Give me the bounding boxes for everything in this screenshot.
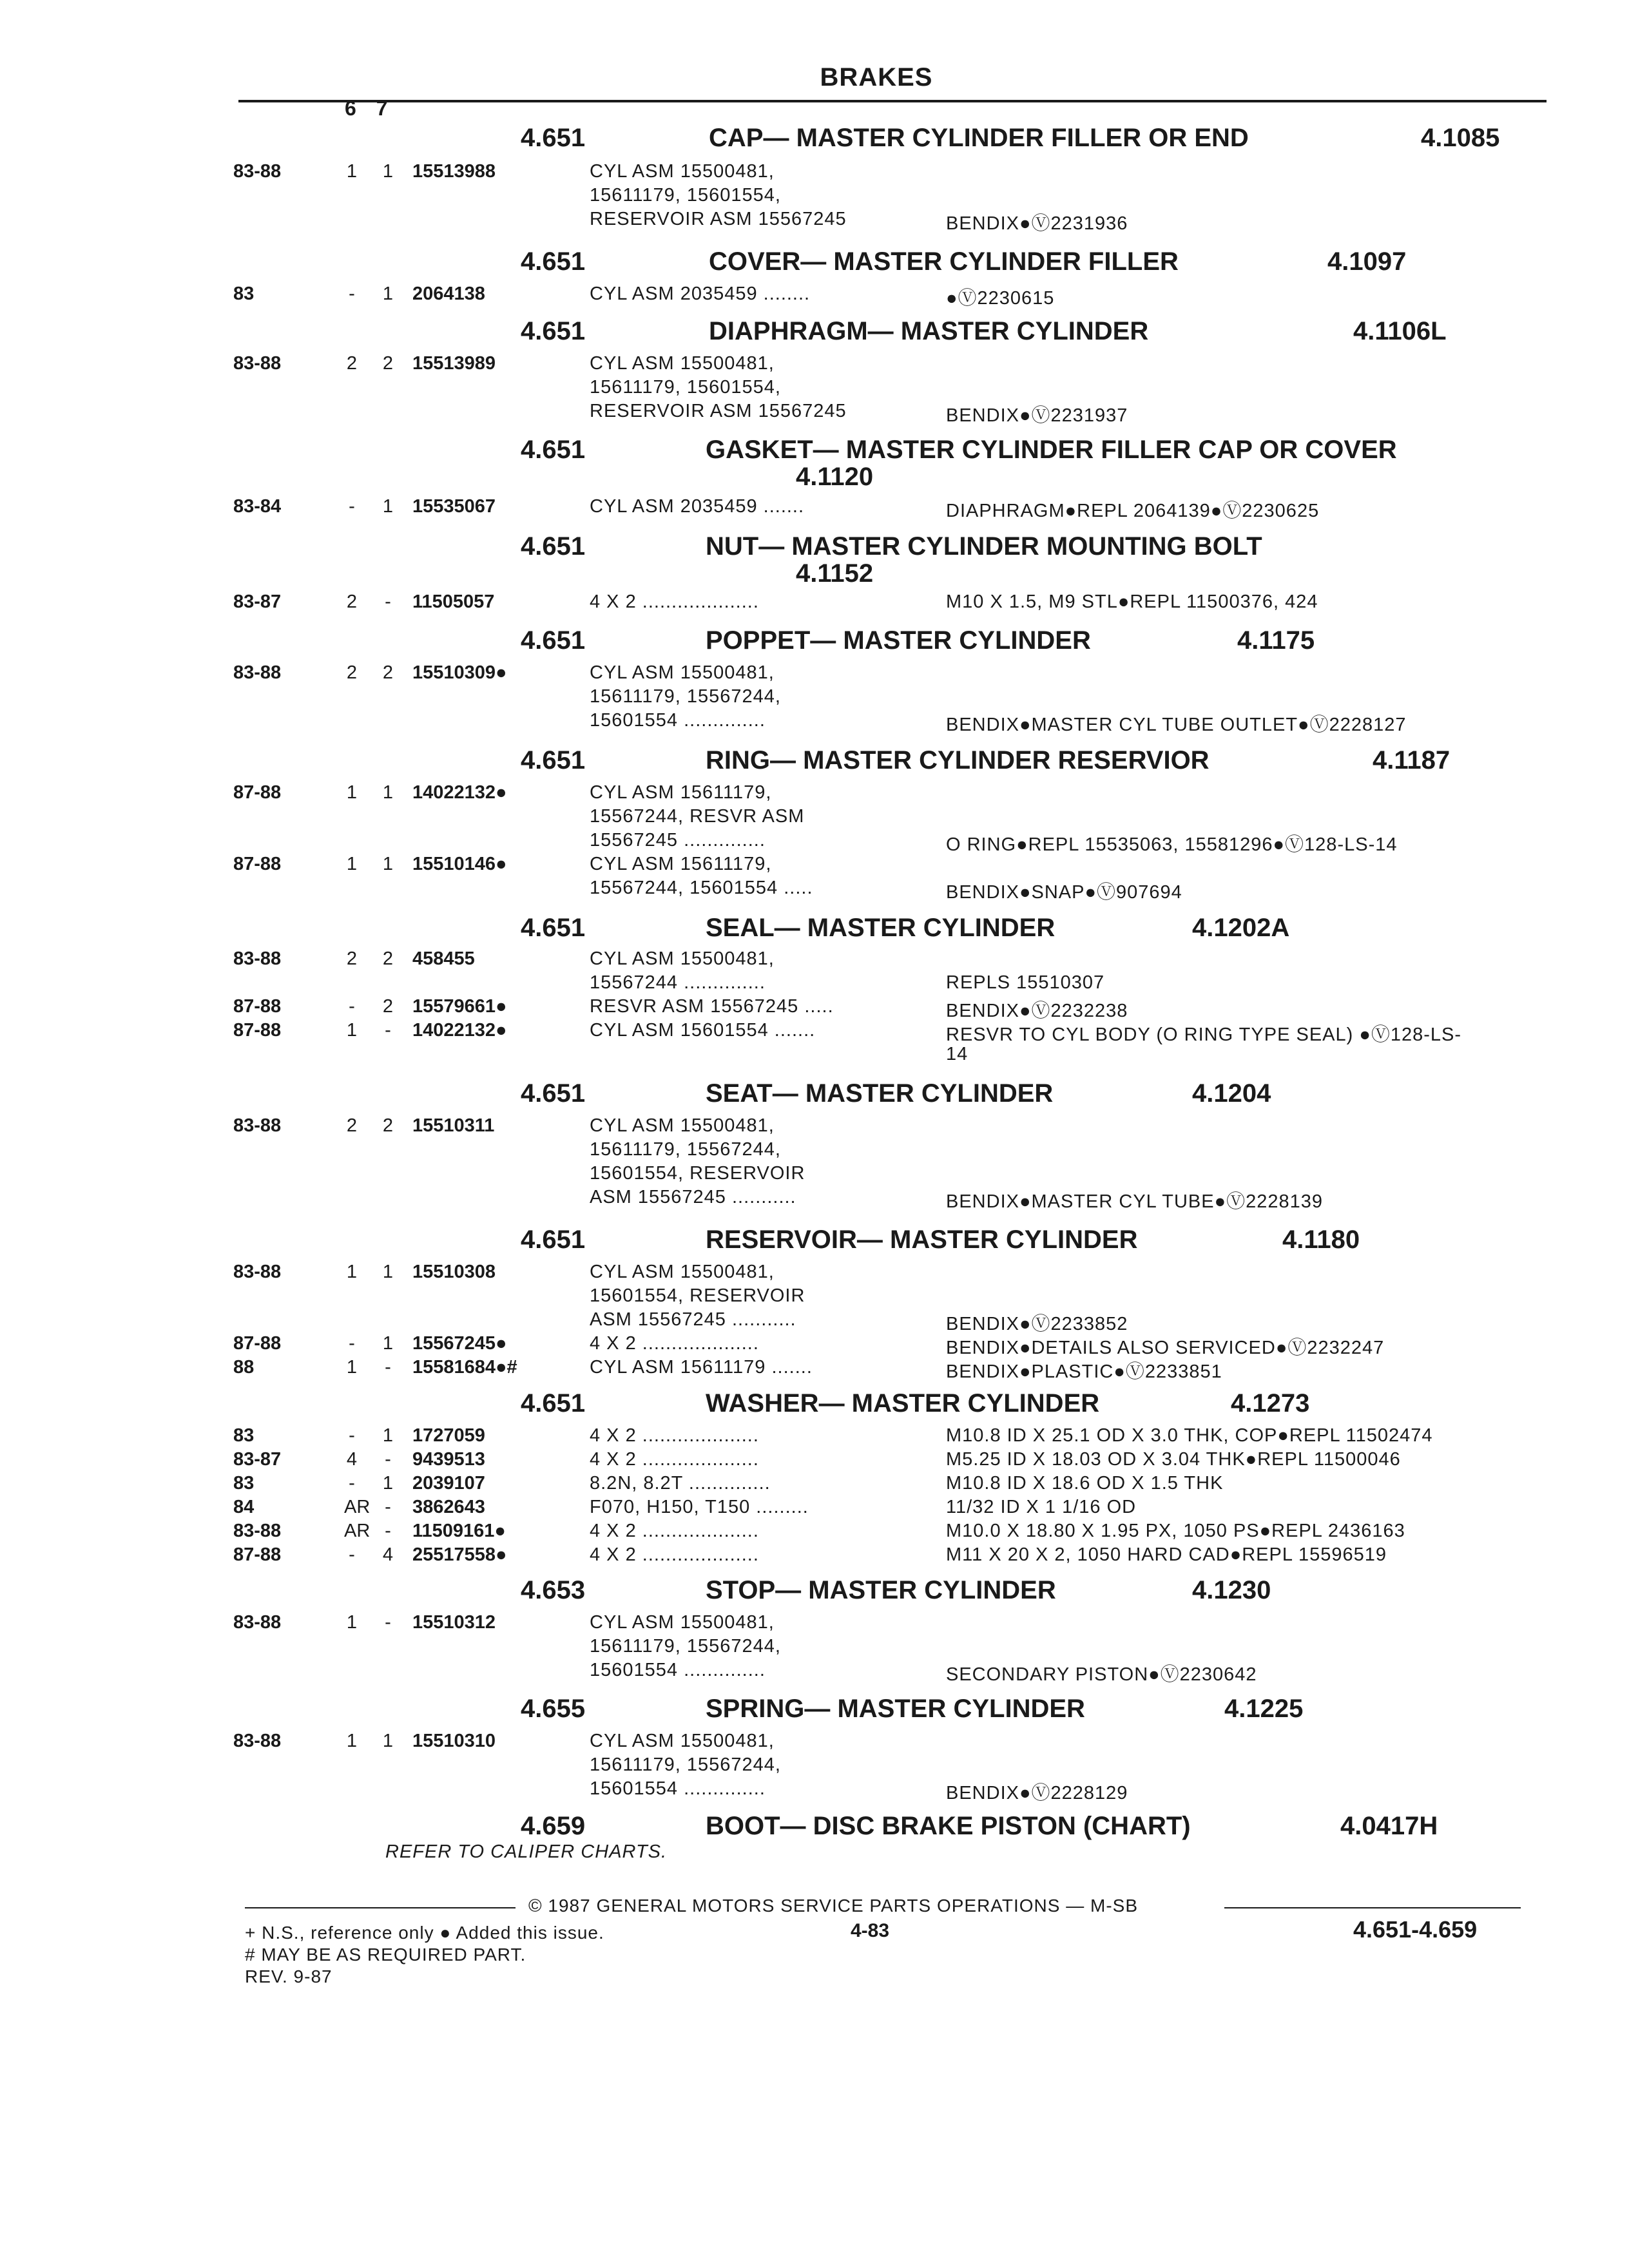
qty-col-7: 1	[382, 496, 394, 517]
remarks: 14	[946, 1044, 969, 1064]
illustration-number: 4.1152	[796, 559, 874, 588]
table-row	[0, 996, 1629, 1019]
column-headers	[345, 97, 387, 120]
illustration-number: 4.1106L	[1353, 317, 1447, 345]
group-number: 4.651	[521, 436, 586, 464]
refer-note: REFER TO CALIPER CHARTS.	[385, 1841, 668, 1862]
part-number: 15579661●	[412, 996, 507, 1017]
qty-col-7: 1	[382, 1333, 394, 1354]
qty-col-6: 1	[346, 1731, 358, 1751]
usage-description: CYL ASM 2035459 ........	[590, 284, 811, 304]
qty-col-7: 2	[382, 353, 394, 374]
usage-description: RESVR ASM 15567245 .....	[590, 996, 834, 1017]
usage-description: CYL ASM 15500481,	[590, 948, 775, 969]
table-row	[0, 662, 1629, 686]
model-years: 83	[233, 284, 255, 304]
usage-description: ASM 15567245 ...........	[590, 1187, 796, 1207]
part-number: 2064138	[412, 284, 485, 304]
model-years: 87-88	[233, 996, 282, 1017]
remarks: M10.0 X 18.80 X 1.95 PX, 1050 PS●REPL 2436163	[946, 1521, 1405, 1541]
part-number: 9439513	[412, 1449, 485, 1470]
remarks: 11/32 ID X 1 1/16 OD	[946, 1497, 1137, 1517]
remarks: BENDIX●PLASTIC●Ⓥ2233851	[946, 1361, 1222, 1382]
group-number: 4.651	[521, 1389, 586, 1418]
part-number: 15510146●	[412, 854, 507, 874]
usage-description: CYL ASM 15500481,	[590, 1612, 775, 1633]
usage-description: 4 X 2 ....................	[590, 1425, 759, 1446]
footer-rule-right	[1224, 1907, 1521, 1908]
qty-col-7: 2	[382, 662, 394, 683]
usage-description: 15611179, 15601554,	[590, 377, 781, 398]
section-title: POPPET— MASTER CYLINDER	[706, 626, 1091, 655]
model-years: 83-88	[233, 1115, 282, 1136]
qty-col-7: -	[385, 1497, 391, 1517]
part-number: 14022132●	[412, 1020, 507, 1041]
illustration-number: 4.1175	[1237, 626, 1315, 655]
table-row	[0, 1139, 1629, 1162]
part-number: 14022132●	[412, 782, 507, 803]
qty-col-7: 1	[382, 1262, 394, 1282]
footer-may-be-note: # MAY BE AS REQUIRED PART.	[245, 1945, 526, 1965]
table-row	[0, 1163, 1629, 1186]
remarks: M10.8 ID X 18.6 OD X 1.5 THK	[946, 1473, 1224, 1494]
table-row	[0, 1521, 1629, 1544]
model-years: 87-88	[233, 854, 282, 874]
usage-description: 15611179, 15567244,	[590, 1754, 781, 1775]
qty-col-7: 1	[382, 782, 394, 803]
usage-description: 15611179, 15567244,	[590, 686, 781, 707]
usage-description: CYL ASM 15500481,	[590, 662, 775, 683]
table-row	[0, 591, 1629, 615]
usage-description: 4 X 2 ....................	[590, 1449, 759, 1470]
usage-description: CYL ASM 15500481,	[590, 161, 775, 182]
qty-col-7: 1	[382, 284, 394, 304]
remarks: SECONDARY PISTON●Ⓥ2230642	[946, 1664, 1257, 1685]
remarks: BENDIX●Ⓥ2233852	[946, 1314, 1128, 1334]
qty-col-6: 2	[346, 1115, 358, 1136]
qty-col-7: 2	[382, 948, 394, 969]
group-number: 4.651	[521, 914, 586, 942]
table-row	[0, 1544, 1629, 1568]
usage-description: 8.2N, 8.2T ..............	[590, 1473, 771, 1494]
remarks: BENDIX●MASTER CYL TUBE●Ⓥ2228139	[946, 1191, 1324, 1212]
usage-description: CYL ASM 15611179,	[590, 854, 772, 874]
col-7-header: 7	[376, 97, 388, 120]
qty-col-6: 2	[346, 591, 358, 612]
group-number: 4.653	[521, 1576, 586, 1604]
table-row	[0, 1285, 1629, 1309]
usage-description: 4 X 2 ....................	[590, 1521, 759, 1541]
section-title: RING— MASTER CYLINDER RESERVIOR	[706, 746, 1210, 774]
table-row	[0, 1187, 1629, 1210]
table-row	[0, 1020, 1629, 1043]
remarks: RESVR TO CYL BODY (O RING TYPE SEAL) ●Ⓥ128-LS-	[946, 1024, 1462, 1045]
group-number: 4.651	[521, 247, 586, 276]
usage-description: 15567244, RESVR ASM	[590, 806, 805, 827]
qty-col-6: -	[349, 1333, 355, 1354]
usage-description: 15567245 ..............	[590, 830, 766, 850]
group-number: 4.651	[521, 124, 586, 152]
footer-copyright: © 1987 GENERAL MOTORS SERVICE PARTS OPERATIONS — M-SB	[528, 1896, 1139, 1916]
usage-description: CYL ASM 15500481,	[590, 1115, 775, 1136]
group-number: 4.651	[521, 746, 586, 774]
remarks: M10 X 1.5, M9 STL●REPL 11500376, 424	[946, 591, 1318, 612]
illustration-number: 4.1202A	[1192, 914, 1290, 942]
remarks: BENDIX●MASTER CYL TUBE OUTLET●Ⓥ2228127	[946, 715, 1407, 735]
section-title: SEAL— MASTER CYLINDER	[706, 914, 1055, 942]
remarks: ●Ⓥ2230615	[946, 288, 1055, 309]
illustration-number: 4.1120	[796, 463, 874, 491]
remarks: BENDIX●Ⓥ2232238	[946, 1001, 1128, 1021]
part-number: 15510312	[412, 1612, 496, 1633]
illustration-number: 4.1230	[1192, 1576, 1271, 1604]
qty-col-6: 2	[346, 353, 358, 374]
usage-description: RESERVOIR ASM 15567245	[590, 209, 847, 229]
remarks: BENDIX●DETAILS ALSO SERVICED●Ⓥ2232247	[946, 1338, 1385, 1358]
qty-col-7: 1	[382, 1473, 394, 1494]
model-years: 83-87	[233, 591, 282, 612]
remarks: BENDIX●Ⓥ2228129	[946, 1783, 1128, 1803]
model-years: 87-88	[233, 782, 282, 803]
part-number: 15510311	[412, 1115, 495, 1136]
remarks: M5.25 ID X 18.03 OD X 3.04 THK●REPL 11500046	[946, 1449, 1401, 1470]
usage-description: RESERVOIR ASM 15567245	[590, 401, 847, 421]
model-years: 83	[233, 1425, 255, 1446]
illustration-number: 4.1180	[1282, 1225, 1360, 1254]
part-number: 15567245●	[412, 1333, 507, 1354]
section-title: CAP— MASTER CYLINDER FILLER OR END	[709, 124, 1249, 152]
group-number: 4.651	[521, 1225, 586, 1254]
qty-col-6: 1	[346, 161, 358, 182]
qty-col-7: 2	[382, 1115, 394, 1136]
group-number: 4.655	[521, 1695, 586, 1723]
part-number: 15510308	[412, 1262, 496, 1282]
table-row	[0, 1262, 1629, 1285]
usage-description: 15567244 ..............	[590, 972, 766, 993]
model-years: 88	[233, 1357, 255, 1378]
table-row	[0, 185, 1629, 208]
usage-description: CYL ASM 15611179 .......	[590, 1357, 813, 1378]
table-row	[0, 686, 1629, 709]
usage-description: 15601554, RESERVOIR	[590, 1285, 805, 1306]
section-title: COVER— MASTER CYLINDER FILLER	[709, 247, 1179, 276]
section-title: NUT— MASTER CYLINDER MOUNTING BOLT	[706, 532, 1262, 561]
illustration-number: 4.1187	[1373, 746, 1451, 774]
part-number: 458455	[412, 948, 475, 969]
table-row	[0, 972, 1629, 995]
qty-col-7: -	[385, 1521, 391, 1541]
section-title: DIAPHRAGM— MASTER CYLINDER	[709, 317, 1149, 345]
table-row	[0, 1497, 1629, 1520]
table-row	[0, 1754, 1629, 1778]
model-years: 83	[233, 1473, 255, 1494]
part-number: 15581684●#	[412, 1357, 517, 1378]
table-row	[0, 948, 1629, 972]
section-title: GASKET— MASTER CYLINDER FILLER CAP OR COVER	[706, 436, 1397, 464]
section-title: SEAT— MASTER CYLINDER	[706, 1079, 1054, 1108]
usage-description: 15601554 ..............	[590, 1660, 766, 1680]
qty-col-6: -	[349, 996, 355, 1017]
illustration-number: 4.0417H	[1340, 1812, 1438, 1840]
illustration-number: 4.1225	[1224, 1695, 1304, 1723]
qty-col-7: 2	[382, 996, 394, 1017]
remarks: BENDIX●Ⓥ2231936	[946, 213, 1128, 234]
usage-description: CYL ASM 15500481,	[590, 1262, 775, 1282]
qty-col-6: 2	[346, 948, 358, 969]
qty-col-6: 1	[346, 1020, 358, 1041]
part-number: 2039107	[412, 1473, 485, 1494]
table-row	[0, 854, 1629, 877]
qty-col-6: 1	[346, 782, 358, 803]
page-title: BRAKES	[820, 63, 933, 91]
section-title: RESERVOIR— MASTER CYLINDER	[706, 1225, 1138, 1254]
remarks: DIAPHRAGM●REPL 2064139●Ⓥ2230625	[946, 501, 1320, 521]
group-range: 4.651-4.659	[1353, 1916, 1478, 1943]
section-title: WASHER— MASTER CYLINDER	[706, 1389, 1100, 1418]
remarks: M11 X 20 X 2, 1050 HARD CAD●REPL 15596519	[946, 1544, 1387, 1565]
model-years: 83-88	[233, 1521, 282, 1541]
header-rule	[238, 100, 1547, 102]
table-row	[0, 1636, 1629, 1659]
qty-col-7: -	[385, 1357, 391, 1378]
table-row	[0, 1778, 1629, 1802]
table-row	[0, 161, 1629, 184]
model-years: 87-88	[233, 1544, 282, 1565]
remarks: O RING●REPL 15535063, 15581296●Ⓥ128-LS-14	[946, 834, 1398, 855]
group-number: 4.659	[521, 1812, 586, 1840]
part-number: 15510309●	[412, 662, 507, 683]
table-row	[0, 830, 1629, 853]
part-number: 3862643	[412, 1497, 485, 1517]
model-years: 84	[233, 1497, 255, 1517]
usage-description: 15611179, 15567244,	[590, 1139, 781, 1160]
qty-col-6: -	[349, 496, 355, 517]
usage-description: CYL ASM 15611179,	[590, 782, 772, 803]
qty-col-7: 4	[382, 1544, 394, 1565]
section-title: BOOT— DISC BRAKE PISTON (CHART)	[706, 1812, 1191, 1840]
remarks: REPLS 15510307	[946, 972, 1105, 993]
part-number: 15535067	[412, 496, 496, 517]
qty-col-6: 1	[346, 854, 358, 874]
part-number: 25517558●	[412, 1544, 507, 1565]
model-years: 83-88	[233, 161, 282, 182]
qty-col-7: 1	[382, 854, 394, 874]
usage-description: ASM 15567245 ...........	[590, 1309, 796, 1330]
model-years: 83-88	[233, 353, 282, 374]
qty-col-6: -	[349, 1473, 355, 1494]
usage-description: 15601554 ..............	[590, 1778, 766, 1799]
model-years: 83-88	[233, 1262, 282, 1282]
qty-col-6: AR	[344, 1521, 371, 1541]
usage-description: 15601554, RESERVOIR	[590, 1163, 805, 1184]
part-number: 1727059	[412, 1425, 485, 1446]
table-row	[0, 1044, 1629, 1067]
model-years: 87-88	[233, 1020, 282, 1041]
table-row	[0, 496, 1629, 519]
part-number: 11505057	[412, 591, 495, 612]
illustration-number: 4.1097	[1327, 247, 1407, 276]
remarks: BENDIX●Ⓥ2231937	[946, 405, 1128, 426]
qty-col-7: 1	[382, 161, 394, 182]
model-years: 87-88	[233, 1333, 282, 1354]
usage-description: CYL ASM 15601554 .......	[590, 1020, 816, 1041]
table-row	[0, 401, 1629, 424]
group-number: 4.651	[521, 532, 586, 561]
table-row	[0, 1473, 1629, 1496]
table-row	[0, 353, 1629, 376]
qty-col-6: AR	[344, 1497, 371, 1517]
usage-description: 15611179, 15567244,	[590, 1636, 781, 1657]
illustration-number: 4.1085	[1421, 124, 1500, 152]
table-row	[0, 209, 1629, 232]
footer-revision: REV. 9-87	[245, 1966, 333, 1986]
qty-col-7: -	[385, 1020, 391, 1041]
usage-description: 15601554 ..............	[590, 710, 766, 731]
table-row	[0, 1309, 1629, 1332]
table-row	[0, 806, 1629, 829]
qty-col-6: 1	[346, 1262, 358, 1282]
usage-description: CYL ASM 2035459 .......	[590, 496, 805, 517]
table-row	[0, 1333, 1629, 1356]
qty-col-6: -	[349, 1544, 355, 1565]
remarks: BENDIX●SNAP●Ⓥ907694	[946, 882, 1182, 903]
group-number: 4.651	[521, 626, 586, 655]
usage-description: CYL ASM 15500481,	[590, 353, 775, 374]
qty-col-6: 2	[346, 662, 358, 683]
qty-col-6: 1	[346, 1357, 358, 1378]
group-number: 4.651	[521, 1079, 586, 1108]
qty-col-7: -	[385, 1449, 391, 1470]
usage-description: 4 X 2 ....................	[590, 1544, 759, 1565]
page-number: 4-83	[851, 1920, 890, 1941]
model-years: 83-88	[233, 662, 282, 683]
usage-description: 4 X 2 ....................	[590, 591, 759, 612]
qty-col-6: 1	[346, 1612, 358, 1633]
table-row	[0, 284, 1629, 307]
qty-col-7: 1	[382, 1425, 394, 1446]
model-years: 83-84	[233, 496, 282, 517]
table-row	[0, 1425, 1629, 1448]
part-number: 15513988	[412, 161, 496, 182]
group-number: 4.651	[521, 317, 586, 345]
table-row	[0, 1357, 1629, 1380]
col-6-header: 6	[345, 97, 356, 120]
qty-col-7: 1	[382, 1731, 394, 1751]
illustration-number: 4.1204	[1192, 1079, 1271, 1108]
usage-description: 15611179, 15601554,	[590, 185, 781, 206]
usage-description: 4 X 2 ....................	[590, 1333, 759, 1354]
table-row	[0, 377, 1629, 400]
table-row	[0, 710, 1629, 733]
footer-legend: + N.S., reference only ● Added this issue.	[245, 1923, 604, 1943]
usage-description: CYL ASM 15500481,	[590, 1731, 775, 1751]
qty-col-7: -	[385, 591, 391, 612]
usage-description: F070, H150, T150 .........	[590, 1497, 809, 1517]
table-row	[0, 782, 1629, 805]
model-years: 83-87	[233, 1449, 282, 1470]
table-row	[0, 1449, 1629, 1472]
illustration-number: 4.1273	[1231, 1389, 1310, 1418]
section-title: STOP— MASTER CYLINDER	[706, 1576, 1056, 1604]
table-row	[0, 1731, 1629, 1754]
section-title: SPRING— MASTER CYLINDER	[706, 1695, 1085, 1723]
qty-col-6: -	[349, 1425, 355, 1446]
table-row	[0, 1115, 1629, 1139]
qty-col-6: 4	[346, 1449, 358, 1470]
part-number: 15510310	[412, 1731, 496, 1751]
model-years: 83-88	[233, 948, 282, 969]
table-row	[0, 1612, 1629, 1635]
model-years: 83-88	[233, 1612, 282, 1633]
table-row	[0, 1660, 1629, 1683]
part-number: 15513989	[412, 353, 496, 374]
part-number: 11509161●	[412, 1521, 506, 1541]
qty-col-7: -	[385, 1612, 391, 1633]
footer-rule-left	[245, 1907, 516, 1908]
model-years: 83-88	[233, 1731, 282, 1751]
table-row	[0, 878, 1629, 901]
qty-col-6: -	[349, 284, 355, 304]
usage-description: 15567244, 15601554 .....	[590, 878, 813, 898]
remarks: M10.8 ID X 25.1 OD X 3.0 THK, COP●REPL 11502474	[946, 1425, 1433, 1446]
